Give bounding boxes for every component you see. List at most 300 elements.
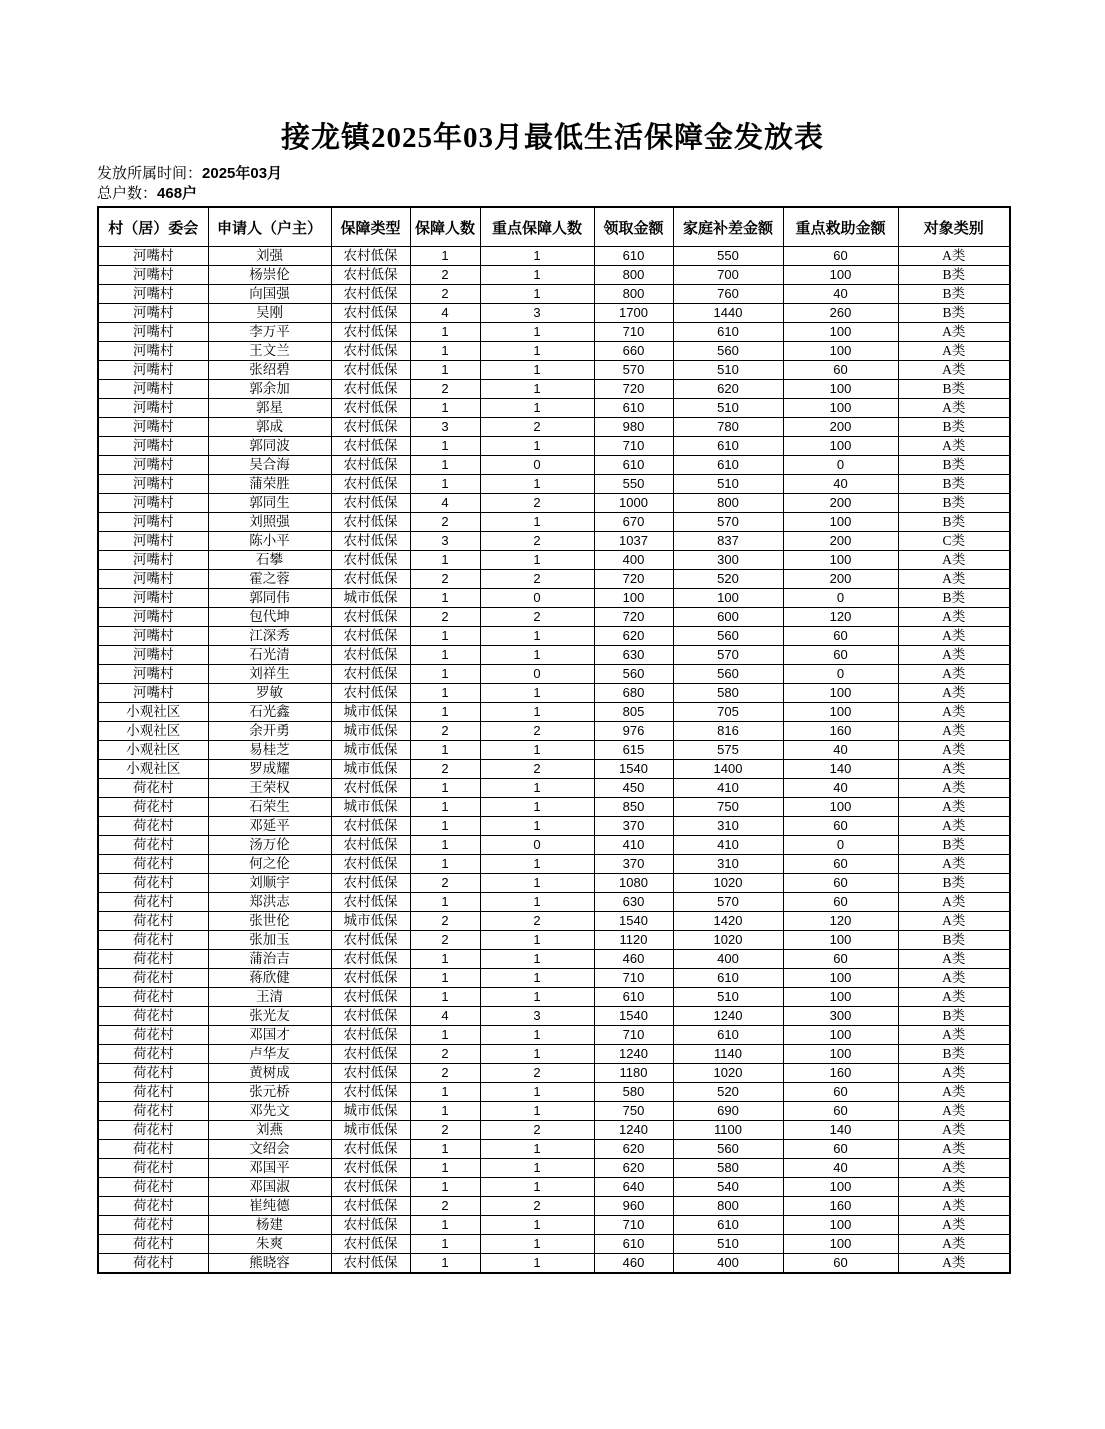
cell-key-covered-count: 2 <box>480 1197 594 1216</box>
cell-type: 农村低保 <box>331 893 410 912</box>
cell-key-assistance: 60 <box>783 1254 898 1274</box>
cell-village: 荷花村 <box>98 836 208 855</box>
cell-type: 农村低保 <box>331 399 410 418</box>
table-row <box>98 874 1010 893</box>
header-family-subsidy: 家庭补差金额 <box>673 207 783 247</box>
cell-applicant: 陈小平 <box>208 532 331 551</box>
table-row <box>98 817 1010 836</box>
cell-amount-received: 400 <box>594 551 673 570</box>
cell-applicant: 蒲荣胜 <box>208 475 331 494</box>
cell-type: 农村低保 <box>331 532 410 551</box>
table-row <box>98 703 1010 722</box>
cell-key-covered-count: 1 <box>480 988 594 1007</box>
cell-key-assistance: 100 <box>783 342 898 361</box>
cell-key-covered-count: 1 <box>480 437 594 456</box>
cell-village: 荷花村 <box>98 969 208 988</box>
cell-applicant: 何之伦 <box>208 855 331 874</box>
cell-family-subsidy: 550 <box>673 247 783 266</box>
cell-type: 农村低保 <box>331 950 410 969</box>
cell-covered-count: 2 <box>410 931 480 950</box>
cell-family-subsidy: 400 <box>673 950 783 969</box>
cell-type: 农村低保 <box>331 1178 410 1197</box>
cell-key-covered-count: 1 <box>480 1216 594 1235</box>
table-row <box>98 760 1010 779</box>
cell-covered-count: 1 <box>410 1254 480 1274</box>
cell-village: 荷花村 <box>98 1102 208 1121</box>
cell-amount-received: 800 <box>594 266 673 285</box>
table-row <box>98 836 1010 855</box>
cell-covered-count: 1 <box>410 1102 480 1121</box>
cell-family-subsidy: 300 <box>673 551 783 570</box>
cell-applicant: 邓国平 <box>208 1159 331 1178</box>
cell-type: 农村低保 <box>331 779 410 798</box>
cell-family-subsidy: 400 <box>673 1254 783 1274</box>
cell-key-assistance: 60 <box>783 646 898 665</box>
cell-key-covered-count: 1 <box>480 855 594 874</box>
cell-key-assistance: 0 <box>783 456 898 475</box>
table-row <box>98 1045 1010 1064</box>
cell-applicant: 邓国淑 <box>208 1178 331 1197</box>
cell-applicant: 杨建 <box>208 1216 331 1235</box>
cell-category: C类 <box>898 532 1010 551</box>
cell-village: 荷花村 <box>98 931 208 950</box>
cell-applicant: 郭同波 <box>208 437 331 456</box>
cell-village: 小观社区 <box>98 741 208 760</box>
cell-type: 农村低保 <box>331 1007 410 1026</box>
cell-key-assistance: 60 <box>783 1102 898 1121</box>
cell-covered-count: 1 <box>410 627 480 646</box>
table-row <box>98 608 1010 627</box>
cell-village: 河嘴村 <box>98 266 208 285</box>
cell-key-assistance: 60 <box>783 950 898 969</box>
cell-key-assistance: 120 <box>783 608 898 627</box>
cell-village: 河嘴村 <box>98 361 208 380</box>
cell-type: 农村低保 <box>331 380 410 399</box>
cell-category: A类 <box>898 399 1010 418</box>
cell-key-assistance: 100 <box>783 399 898 418</box>
cell-type: 农村低保 <box>331 646 410 665</box>
cell-key-assistance: 100 <box>783 551 898 570</box>
cell-amount-received: 720 <box>594 380 673 399</box>
cell-category: A类 <box>898 798 1010 817</box>
cell-family-subsidy: 1020 <box>673 874 783 893</box>
cell-key-assistance: 60 <box>783 1083 898 1102</box>
cell-type: 农村低保 <box>331 836 410 855</box>
cell-family-subsidy: 1140 <box>673 1045 783 1064</box>
cell-key-assistance: 200 <box>783 418 898 437</box>
cell-amount-received: 640 <box>594 1178 673 1197</box>
cell-category: A类 <box>898 1159 1010 1178</box>
table-row <box>98 475 1010 494</box>
cell-covered-count: 4 <box>410 1007 480 1026</box>
cell-family-subsidy: 1400 <box>673 760 783 779</box>
cell-covered-count: 2 <box>410 1045 480 1064</box>
cell-family-subsidy: 510 <box>673 399 783 418</box>
header-type: 保障类型 <box>331 207 410 247</box>
table-row <box>98 722 1010 741</box>
cell-key-assistance: 100 <box>783 798 898 817</box>
cell-applicant: 吴刚 <box>208 304 331 323</box>
cell-covered-count: 1 <box>410 475 480 494</box>
cell-family-subsidy: 410 <box>673 779 783 798</box>
header-applicant: 申请人（户主） <box>208 207 331 247</box>
table-row <box>98 1178 1010 1197</box>
cell-family-subsidy: 1420 <box>673 912 783 931</box>
cell-category: A类 <box>898 1178 1010 1197</box>
cell-applicant: 王荣权 <box>208 779 331 798</box>
cell-family-subsidy: 760 <box>673 285 783 304</box>
cell-covered-count: 1 <box>410 855 480 874</box>
cell-family-subsidy: 520 <box>673 570 783 589</box>
cell-village: 荷花村 <box>98 1121 208 1140</box>
cell-type: 城市低保 <box>331 912 410 931</box>
cell-category: A类 <box>898 950 1010 969</box>
cell-village: 河嘴村 <box>98 665 208 684</box>
cell-applicant: 崔纯德 <box>208 1197 331 1216</box>
cell-key-assistance: 100 <box>783 380 898 399</box>
cell-applicant: 刘燕 <box>208 1121 331 1140</box>
cell-covered-count: 1 <box>410 1216 480 1235</box>
cell-village: 荷花村 <box>98 1026 208 1045</box>
cell-covered-count: 1 <box>410 589 480 608</box>
cell-key-covered-count: 1 <box>480 285 594 304</box>
cell-amount-received: 1120 <box>594 931 673 950</box>
cell-type: 农村低保 <box>331 247 410 266</box>
cell-covered-count: 1 <box>410 456 480 475</box>
cell-family-subsidy: 610 <box>673 323 783 342</box>
table-row <box>98 551 1010 570</box>
cell-type: 农村低保 <box>331 874 410 893</box>
cell-covered-count: 4 <box>410 304 480 323</box>
cell-applicant: 包代坤 <box>208 608 331 627</box>
table-row <box>98 361 1010 380</box>
cell-key-covered-count: 1 <box>480 627 594 646</box>
cell-amount-received: 710 <box>594 969 673 988</box>
cell-village: 河嘴村 <box>98 380 208 399</box>
cell-family-subsidy: 580 <box>673 684 783 703</box>
cell-type: 农村低保 <box>331 608 410 627</box>
cell-amount-received: 630 <box>594 893 673 912</box>
cell-amount-received: 610 <box>594 247 673 266</box>
cell-category: B类 <box>898 266 1010 285</box>
cell-key-covered-count: 2 <box>480 912 594 931</box>
cell-category: A类 <box>898 722 1010 741</box>
cell-key-covered-count: 1 <box>480 551 594 570</box>
cell-type: 农村低保 <box>331 418 410 437</box>
cell-applicant: 郭成 <box>208 418 331 437</box>
cell-family-subsidy: 705 <box>673 703 783 722</box>
cell-type: 农村低保 <box>331 969 410 988</box>
cell-type: 农村低保 <box>331 1026 410 1045</box>
cell-family-subsidy: 700 <box>673 266 783 285</box>
cell-category: A类 <box>898 1140 1010 1159</box>
cell-village: 荷花村 <box>98 1216 208 1235</box>
cell-key-covered-count: 1 <box>480 798 594 817</box>
cell-category: A类 <box>898 760 1010 779</box>
table-row <box>98 893 1010 912</box>
table-row <box>98 589 1010 608</box>
cell-key-assistance: 200 <box>783 494 898 513</box>
cell-category: A类 <box>898 817 1010 836</box>
cell-type: 城市低保 <box>331 703 410 722</box>
meta-households-value: 468户 <box>157 185 198 202</box>
cell-family-subsidy: 560 <box>673 1140 783 1159</box>
cell-village: 河嘴村 <box>98 494 208 513</box>
cell-village: 河嘴村 <box>98 437 208 456</box>
table-row <box>98 266 1010 285</box>
cell-key-assistance: 40 <box>783 779 898 798</box>
cell-family-subsidy: 580 <box>673 1159 783 1178</box>
cell-category: B类 <box>898 380 1010 399</box>
cell-key-assistance: 100 <box>783 1216 898 1235</box>
table-row <box>98 912 1010 931</box>
cell-village: 河嘴村 <box>98 589 208 608</box>
cell-type: 城市低保 <box>331 741 410 760</box>
cell-key-covered-count: 1 <box>480 950 594 969</box>
cell-type: 农村低保 <box>331 456 410 475</box>
cell-category: B类 <box>898 456 1010 475</box>
cell-key-covered-count: 1 <box>480 969 594 988</box>
cell-applicant: 石光鑫 <box>208 703 331 722</box>
cell-type: 农村低保 <box>331 551 410 570</box>
cell-applicant: 蒋欣健 <box>208 969 331 988</box>
cell-covered-count: 1 <box>410 1178 480 1197</box>
cell-category: A类 <box>898 247 1010 266</box>
cell-village: 河嘴村 <box>98 304 208 323</box>
cell-key-assistance: 140 <box>783 760 898 779</box>
cell-key-covered-count: 1 <box>480 703 594 722</box>
table-row <box>98 931 1010 950</box>
cell-applicant: 邓延平 <box>208 817 331 836</box>
cell-amount-received: 805 <box>594 703 673 722</box>
cell-key-assistance: 100 <box>783 1178 898 1197</box>
cell-village: 河嘴村 <box>98 323 208 342</box>
cell-applicant: 熊晓容 <box>208 1254 331 1274</box>
header-category: 对象类别 <box>898 207 1010 247</box>
cell-family-subsidy: 800 <box>673 494 783 513</box>
table-row <box>98 1197 1010 1216</box>
cell-amount-received: 100 <box>594 589 673 608</box>
cell-family-subsidy: 520 <box>673 1083 783 1102</box>
cell-covered-count: 2 <box>410 1121 480 1140</box>
cell-key-covered-count: 1 <box>480 266 594 285</box>
cell-covered-count: 2 <box>410 912 480 931</box>
cell-covered-count: 1 <box>410 836 480 855</box>
cell-key-covered-count: 2 <box>480 722 594 741</box>
cell-amount-received: 720 <box>594 570 673 589</box>
cell-amount-received: 630 <box>594 646 673 665</box>
cell-type: 农村低保 <box>331 361 410 380</box>
cell-family-subsidy: 1440 <box>673 304 783 323</box>
cell-type: 城市低保 <box>331 589 410 608</box>
cell-family-subsidy: 575 <box>673 741 783 760</box>
cell-key-assistance: 160 <box>783 722 898 741</box>
cell-category: B类 <box>898 494 1010 513</box>
cell-village: 荷花村 <box>98 855 208 874</box>
cell-amount-received: 610 <box>594 988 673 1007</box>
cell-category: B类 <box>898 304 1010 323</box>
cell-covered-count: 3 <box>410 418 480 437</box>
cell-category: B类 <box>898 1007 1010 1026</box>
cell-covered-count: 1 <box>410 1026 480 1045</box>
table-row <box>98 779 1010 798</box>
cell-applicant: 江深秀 <box>208 627 331 646</box>
cell-key-assistance: 60 <box>783 247 898 266</box>
cell-key-assistance: 100 <box>783 1026 898 1045</box>
cell-applicant: 余开勇 <box>208 722 331 741</box>
table-row <box>98 1026 1010 1045</box>
cell-village: 荷花村 <box>98 1045 208 1064</box>
cell-village: 河嘴村 <box>98 418 208 437</box>
cell-category: A类 <box>898 1235 1010 1254</box>
cell-category: A类 <box>898 1026 1010 1045</box>
cell-amount-received: 610 <box>594 456 673 475</box>
table-row <box>98 532 1010 551</box>
cell-family-subsidy: 560 <box>673 627 783 646</box>
meta-households <box>97 184 1105 204</box>
cell-key-covered-count: 1 <box>480 342 594 361</box>
cell-type: 农村低保 <box>331 513 410 532</box>
cell-type: 农村低保 <box>331 1159 410 1178</box>
cell-village: 荷花村 <box>98 950 208 969</box>
cell-type: 农村低保 <box>331 988 410 1007</box>
cell-category: A类 <box>898 1121 1010 1140</box>
cell-category: B类 <box>898 931 1010 950</box>
cell-amount-received: 460 <box>594 1254 673 1274</box>
cell-type: 农村低保 <box>331 437 410 456</box>
cell-key-assistance: 0 <box>783 836 898 855</box>
cell-key-covered-count: 1 <box>480 893 594 912</box>
cell-key-covered-count: 0 <box>480 836 594 855</box>
header-key-covered-count: 重点保障人数 <box>480 207 594 247</box>
cell-key-assistance: 200 <box>783 570 898 589</box>
cell-category: A类 <box>898 893 1010 912</box>
cell-key-covered-count: 1 <box>480 741 594 760</box>
cell-village: 荷花村 <box>98 893 208 912</box>
cell-applicant: 邓先文 <box>208 1102 331 1121</box>
cell-covered-count: 1 <box>410 741 480 760</box>
cell-amount-received: 960 <box>594 1197 673 1216</box>
cell-family-subsidy: 816 <box>673 722 783 741</box>
cell-key-covered-count: 2 <box>480 570 594 589</box>
cell-covered-count: 2 <box>410 513 480 532</box>
cell-covered-count: 1 <box>410 684 480 703</box>
cell-category: A类 <box>898 912 1010 931</box>
cell-category: B类 <box>898 513 1010 532</box>
meta-households-label: 总户数： <box>97 186 158 202</box>
cell-village: 荷花村 <box>98 1007 208 1026</box>
cell-key-assistance: 260 <box>783 304 898 323</box>
cell-village: 荷花村 <box>98 1235 208 1254</box>
cell-covered-count: 1 <box>410 361 480 380</box>
cell-family-subsidy: 620 <box>673 380 783 399</box>
table-row <box>98 1102 1010 1121</box>
cell-type: 农村低保 <box>331 342 410 361</box>
cell-key-covered-count: 0 <box>480 665 594 684</box>
cell-amount-received: 710 <box>594 323 673 342</box>
table-row <box>98 456 1010 475</box>
cell-key-covered-count: 2 <box>480 760 594 779</box>
cell-amount-received: 1700 <box>594 304 673 323</box>
cell-category: A类 <box>898 342 1010 361</box>
cell-applicant: 郭同伟 <box>208 589 331 608</box>
cell-key-covered-count: 1 <box>480 1083 594 1102</box>
meta-period-value: 2025年03月 <box>202 165 283 182</box>
cell-applicant: 郭余加 <box>208 380 331 399</box>
cell-type: 农村低保 <box>331 304 410 323</box>
cell-covered-count: 1 <box>410 399 480 418</box>
cell-covered-count: 3 <box>410 532 480 551</box>
cell-family-subsidy: 1020 <box>673 1064 783 1083</box>
cell-amount-received: 850 <box>594 798 673 817</box>
cell-family-subsidy: 600 <box>673 608 783 627</box>
table-row <box>98 399 1010 418</box>
cell-type: 城市低保 <box>331 1121 410 1140</box>
cell-key-covered-count: 1 <box>480 1045 594 1064</box>
header-village: 村（居）委会 <box>98 207 208 247</box>
cell-category: B类 <box>898 285 1010 304</box>
cell-village: 荷花村 <box>98 912 208 931</box>
cell-village: 荷花村 <box>98 779 208 798</box>
cell-key-covered-count: 1 <box>480 1178 594 1197</box>
cell-type: 农村低保 <box>331 627 410 646</box>
cell-key-assistance: 0 <box>783 665 898 684</box>
cell-type: 农村低保 <box>331 1064 410 1083</box>
cell-category: A类 <box>898 684 1010 703</box>
cell-type: 农村低保 <box>331 266 410 285</box>
cell-amount-received: 580 <box>594 1083 673 1102</box>
cell-category: B类 <box>898 836 1010 855</box>
cell-type: 农村低保 <box>331 1254 410 1274</box>
cell-applicant: 罗敏 <box>208 684 331 703</box>
cell-covered-count: 2 <box>410 874 480 893</box>
cell-category: B类 <box>898 589 1010 608</box>
cell-category: A类 <box>898 855 1010 874</box>
cell-amount-received: 615 <box>594 741 673 760</box>
cell-key-covered-count: 1 <box>480 323 594 342</box>
cell-village: 河嘴村 <box>98 342 208 361</box>
table-row <box>98 1064 1010 1083</box>
cell-amount-received: 570 <box>594 361 673 380</box>
table-row <box>98 969 1010 988</box>
cell-amount-received: 750 <box>594 1102 673 1121</box>
cell-category: A类 <box>898 361 1010 380</box>
cell-key-covered-count: 1 <box>480 361 594 380</box>
cell-amount-received: 550 <box>594 475 673 494</box>
cell-type: 农村低保 <box>331 931 410 950</box>
table-row <box>98 342 1010 361</box>
cell-amount-received: 610 <box>594 399 673 418</box>
meta-period-label: 发放所属时间： <box>97 166 203 182</box>
cell-covered-count: 1 <box>410 551 480 570</box>
cell-family-subsidy: 410 <box>673 836 783 855</box>
cell-applicant: 霍之蓉 <box>208 570 331 589</box>
cell-covered-count: 4 <box>410 494 480 513</box>
cell-category: A类 <box>898 779 1010 798</box>
cell-village: 河嘴村 <box>98 532 208 551</box>
cell-type: 农村低保 <box>331 475 410 494</box>
cell-category: A类 <box>898 1197 1010 1216</box>
cell-key-covered-count: 2 <box>480 532 594 551</box>
cell-key-covered-count: 1 <box>480 1159 594 1178</box>
cell-covered-count: 2 <box>410 285 480 304</box>
cell-applicant: 刘顺宇 <box>208 874 331 893</box>
table-row <box>98 646 1010 665</box>
cell-applicant: 石光清 <box>208 646 331 665</box>
cell-family-subsidy: 1100 <box>673 1121 783 1140</box>
cell-applicant: 吴合海 <box>208 456 331 475</box>
cell-amount-received: 620 <box>594 1140 673 1159</box>
